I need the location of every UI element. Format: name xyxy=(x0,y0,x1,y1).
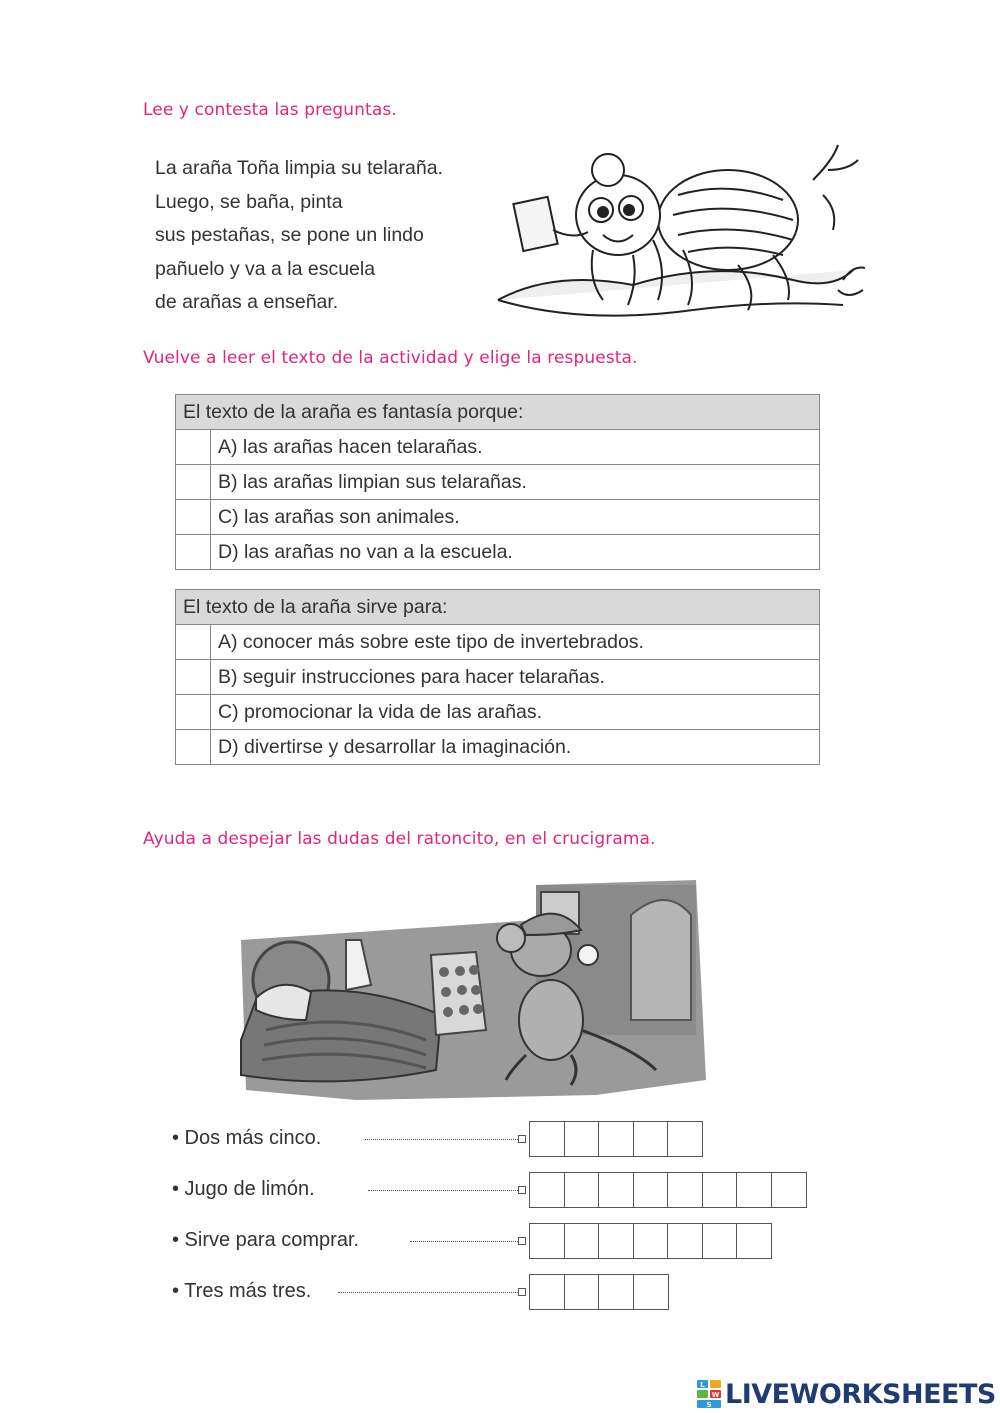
answer-cell[interactable] xyxy=(702,1223,738,1259)
liveworksheets-logo-icon xyxy=(697,1380,721,1408)
crossword-clue-row xyxy=(172,1223,792,1260)
answer-cell[interactable] xyxy=(633,1274,669,1310)
answer-checkbox[interactable] xyxy=(176,660,211,695)
svg-text:L: L xyxy=(700,1381,705,1389)
crossword-clue: • Jugo de limón. xyxy=(172,1178,315,1200)
answer-option-text: C) las arañas son animales. xyxy=(211,500,820,535)
story-line: de arañas a enseñar. xyxy=(155,291,339,313)
answer-cell[interactable] xyxy=(598,1121,634,1157)
answer-cell[interactable] xyxy=(736,1223,772,1259)
answer-cells xyxy=(529,1121,702,1157)
leader-end-marker xyxy=(518,1186,526,1194)
answer-cell[interactable] xyxy=(529,1223,565,1259)
mouse-room-illustration xyxy=(236,880,716,1105)
svg-text:S: S xyxy=(706,1401,712,1408)
answer-cell[interactable] xyxy=(564,1121,600,1157)
crossword-clue-row xyxy=(172,1121,732,1158)
answer-option-text: B) las arañas limpian sus telarañas. xyxy=(211,465,820,500)
answer-cells xyxy=(529,1223,771,1259)
brand-name: LIVEWORKSHEETS xyxy=(725,1378,996,1410)
answer-cell[interactable] xyxy=(736,1172,772,1208)
answer-option-row xyxy=(176,465,820,500)
answer-checkbox[interactable] xyxy=(176,625,211,660)
answer-cell[interactable] xyxy=(667,1223,703,1259)
answer-cell[interactable] xyxy=(633,1223,669,1259)
answer-checkbox[interactable] xyxy=(176,535,211,570)
instruction-read: Lee y contesta las preguntas. xyxy=(143,100,397,120)
answer-option-text: C) promocionar la vida de las arañas. xyxy=(211,695,820,730)
answer-option-text: D) divertirse y desarrollar la imaginación. xyxy=(211,730,820,765)
answer-option-text: A) conocer más sobre este tipo de invertebrados. xyxy=(211,625,820,660)
answer-checkbox[interactable] xyxy=(176,730,211,765)
answer-option-row xyxy=(176,660,820,695)
crossword-clue: • Dos más cinco. xyxy=(172,1127,322,1149)
answer-cell[interactable] xyxy=(564,1274,600,1310)
answer-cell[interactable] xyxy=(771,1172,807,1208)
answer-checkbox[interactable] xyxy=(176,465,211,500)
answer-checkbox[interactable] xyxy=(176,695,211,730)
answer-option-row xyxy=(176,625,820,660)
answer-option-row xyxy=(176,695,820,730)
story-line: sus pestañas, se pone un lindo xyxy=(155,224,424,246)
leader-end-marker xyxy=(518,1135,526,1143)
answer-cell[interactable] xyxy=(598,1172,634,1208)
answer-cell[interactable] xyxy=(598,1223,634,1259)
answer-checkbox[interactable] xyxy=(176,500,211,535)
answer-option-text: A) las arañas hacen telarañas. xyxy=(211,430,820,465)
answer-cell[interactable] xyxy=(564,1223,600,1259)
instruction-crossword: Ayuda a despejar las dudas del ratoncito, en el crucigrama. xyxy=(143,829,656,849)
story-line: pañuelo y va a la escuela xyxy=(155,257,376,280)
dotted-leader xyxy=(338,1292,520,1293)
answer-option-row xyxy=(176,730,820,765)
answer-checkbox[interactable] xyxy=(176,430,211,465)
answer-cells xyxy=(529,1172,805,1208)
liveworksheets-brand xyxy=(697,1377,996,1411)
answer-option-row xyxy=(176,500,820,535)
dotted-leader xyxy=(410,1241,520,1242)
question-prompt: El texto de la araña es fantasía porque: xyxy=(176,395,820,430)
crossword-clue-row xyxy=(172,1172,832,1209)
answer-cell[interactable] xyxy=(529,1172,565,1208)
answer-option-text: B) seguir instrucciones para hacer telarañas. xyxy=(211,660,820,695)
answer-cell[interactable] xyxy=(529,1121,565,1157)
answer-cell[interactable] xyxy=(702,1172,738,1208)
spider-illustration xyxy=(493,140,865,330)
answer-cell[interactable] xyxy=(667,1121,703,1157)
dotted-leader xyxy=(365,1139,520,1140)
crossword-clue: • Sirve para comprar. xyxy=(172,1229,360,1251)
story-line: Luego, se baña, pinta xyxy=(155,190,343,213)
crossword-clue-row xyxy=(172,1274,692,1311)
answer-cell[interactable] xyxy=(598,1274,634,1310)
answer-cell[interactable] xyxy=(529,1274,565,1310)
leader-end-marker xyxy=(518,1237,526,1245)
answer-cell[interactable] xyxy=(633,1172,669,1208)
answer-option-row xyxy=(176,430,820,465)
crossword-clue: • Tres más tres. xyxy=(172,1280,312,1302)
answer-option-text: D) las arañas no van a la escuela. xyxy=(211,535,820,570)
instruction-reread: Vuelve a leer el texto de la actividad y elige la respuesta. xyxy=(143,348,638,368)
answer-cell[interactable] xyxy=(564,1172,600,1208)
answer-option-row xyxy=(176,535,820,570)
question-prompt: El texto de la araña sirve para: xyxy=(176,590,820,625)
story-line: La araña Toña limpia su telaraña. xyxy=(155,157,443,179)
question-table-2 xyxy=(175,589,820,765)
answer-cell[interactable] xyxy=(667,1172,703,1208)
dotted-leader xyxy=(368,1190,520,1191)
leader-end-marker xyxy=(518,1288,526,1296)
question-table-1 xyxy=(175,394,820,570)
answer-cells xyxy=(529,1274,667,1310)
story-text xyxy=(155,152,505,320)
svg-text:W: W xyxy=(711,1391,720,1399)
answer-cell[interactable] xyxy=(633,1121,669,1157)
